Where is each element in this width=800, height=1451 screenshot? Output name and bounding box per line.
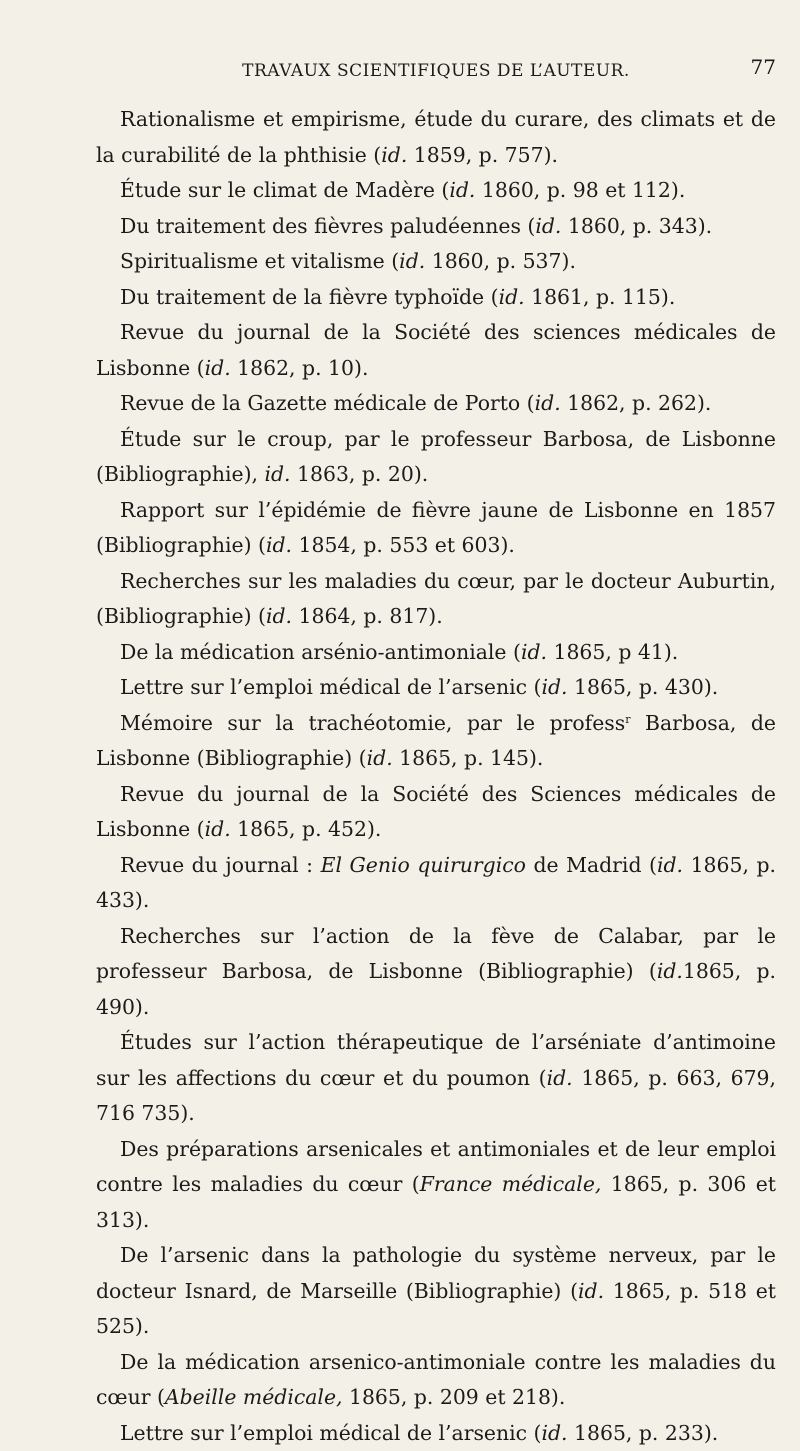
- bibliography-entry: Lettre sur l’emploi médical de l’arsenic (id. 1865, p. 430).: [96, 670, 776, 706]
- bibliography-entry: Revue du journal de la Société des sciences médicales de Lisbonne (id. 1862, p. 10).: [96, 315, 776, 386]
- bibliography-entry: De la médication arsenico-antimoniale contre les maladies du cœur (Abeille médicale, 1865, p. 209 et 218).: [96, 1345, 776, 1416]
- bibliography-list: [96, 102, 776, 1451]
- bibliography-entry: Revue de la Gazette médicale de Porto (id. 1862, p. 262).: [96, 386, 776, 422]
- bibliography-entry: Spiritualisme et vitalisme (id. 1860, p. 537).: [96, 244, 776, 280]
- bibliography-entry: Lettre sur l’emploi médical de l’arsenic (id. 1865, p. 233).: [96, 1416, 776, 1451]
- running-head: TRAVAUX SCIENTIFIQUES DE L’AUTEUR.: [96, 61, 776, 81]
- bibliography-entry: De l’arsenic dans la pathologie du système nerveux, par le docteur Isnard, de Marseille (Bibliographie) (id. 1865, p. 518 et 525).: [96, 1238, 776, 1345]
- page-number: 77: [751, 55, 776, 79]
- page-header: [96, 55, 776, 85]
- bibliography-entry: Mémoire sur la trachéotomie, par le profess$^r$ Barbosa, de Lisbonne (Bibliographie) (id. 1865, p. 145).: [96, 706, 776, 777]
- bibliography-entry: Rapport sur l’épidémie de fièvre jaune de Lisbonne en 1857 (Bibliographie) (id. 1854, p. 553 et 603).: [96, 493, 776, 564]
- bibliography-entry: Rationalisme et empirisme, étude du curare, des climats et de la curabilité de la phthisie (id. 1859, p. 757).: [96, 102, 776, 173]
- bibliography-entry: Étude sur le croup, par le professeur Barbosa, de Lisbonne (Bibliographie), id. 1863, p. 20).: [96, 422, 776, 493]
- bibliography-entry: Des préparations arsenicales et antimoniales et de leur emploi contre les maladies du cœur (France médicale, 1865, p. 306 et 313).: [96, 1132, 776, 1239]
- bibliography-entry: De la médication arsénio-antimoniale (id. 1865, p 41).: [96, 635, 776, 671]
- bibliography-entry: Recherches sur l’action de la fève de Calabar, par le professeur Barbosa, de Lisbonne (Bibliographie) (id.1865, p. 490).: [96, 919, 776, 1026]
- bibliography-entry: Recherches sur les maladies du cœur, par le docteur Auburtin, (Bibliographie) (id. 1864, p. 817).: [96, 564, 776, 635]
- bibliography-entry: Du traitement des fièvres paludéennes (id. 1860, p. 343).: [96, 209, 776, 245]
- bibliography-entry: Du traitement de la fièvre typhoïde (id. 1861, p. 115).: [96, 280, 776, 316]
- bibliography-entry: Revue du journal : El Genio quirurgico de Madrid (id. 1865, p. 433).: [96, 848, 776, 919]
- bibliography-entry: Étude sur le climat de Madère (id. 1860, p. 98 et 112).: [96, 173, 776, 209]
- bibliography-entry: Études sur l’action thérapeutique de l’arséniate d’antimoine sur les affections du cœur et du poumon (id. 1865, p. 663, 679, 716 735).: [96, 1025, 776, 1132]
- bibliography-entry: Revue du journal de la Société des Sciences médicales de Lisbonne (id. 1865, p. 452).: [96, 777, 776, 848]
